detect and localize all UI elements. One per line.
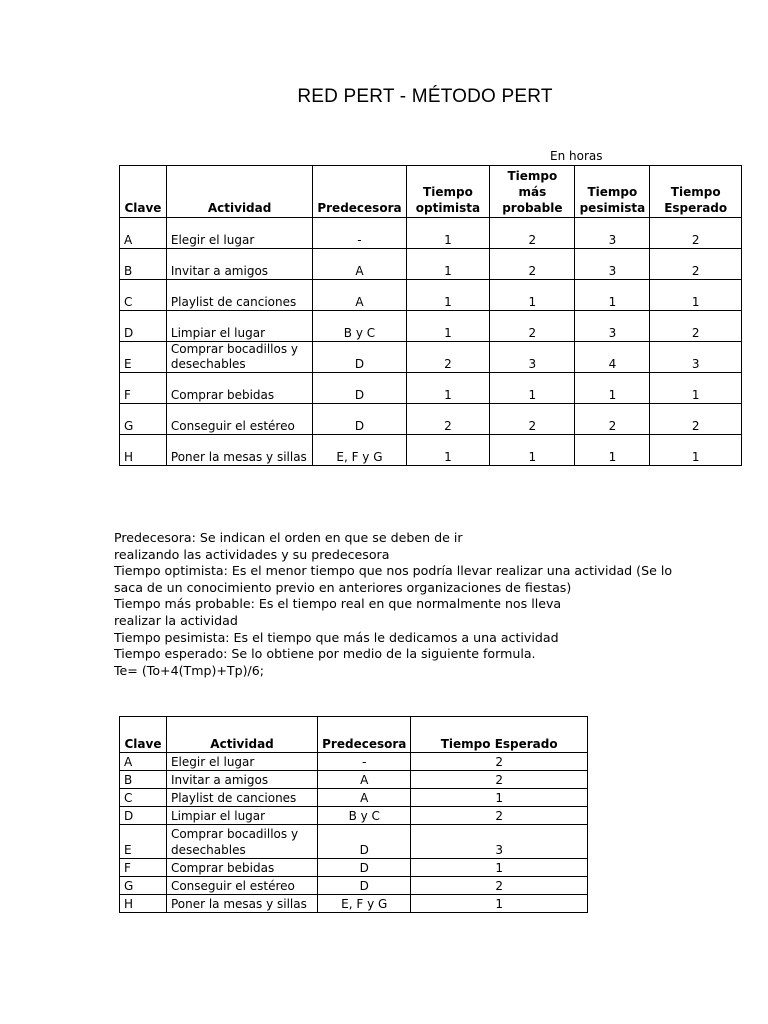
- cell-tiempo-optimista: 1: [406, 435, 490, 466]
- table-row: [120, 218, 742, 249]
- cell-clave: A: [120, 218, 167, 249]
- header-predecesora: Predecesora: [313, 166, 406, 218]
- cell-tiempo-pesimista: 3: [575, 249, 650, 280]
- cell-actividad: Poner la mesas y sillas: [166, 895, 317, 913]
- cell-tiempo-optimista: 1: [406, 373, 490, 404]
- table-row: [120, 280, 742, 311]
- note-tiempo-pesimista: Tiempo pesimista: Es el tiempo que más le dedicamos a una actividad: [114, 629, 559, 645]
- table-row: [120, 404, 742, 435]
- table-row: [120, 342, 742, 373]
- cell-tiempo-esperado: 1: [650, 280, 742, 311]
- table-row: [120, 807, 588, 825]
- cell-predecesora: A: [313, 280, 406, 311]
- cell-actividad: Limpiar el lugar: [166, 311, 312, 342]
- cell-tiempo-esperado: 2: [411, 753, 588, 771]
- cell-clave: H: [120, 895, 167, 913]
- cell-tiempo-probable: 1: [490, 373, 575, 404]
- cell-tiempo-pesimista: 4: [575, 342, 650, 373]
- cell-tiempo-esperado: 2: [650, 249, 742, 280]
- header-clave: Clave: [120, 166, 167, 218]
- cell-tiempo-esperado: 2: [411, 771, 588, 789]
- definitions-notes: [114, 530, 714, 679]
- note-tiempo-esperado: Tiempo esperado: Se lo obtiene por medio de la siguiente formula. Te= (To+4(Tmp)+Tp)/6;: [114, 646, 536, 678]
- cell-predecesora: -: [318, 753, 411, 771]
- table-row: [120, 249, 742, 280]
- header-actividad: Actividad: [166, 717, 317, 753]
- cell-actividad: Playlist de canciones: [166, 280, 312, 311]
- cell-clave: C: [120, 280, 167, 311]
- cell-clave: A: [120, 753, 167, 771]
- cell-actividad: Invitar a amigos: [166, 771, 317, 789]
- table-header-row: [120, 166, 742, 218]
- cell-clave: D: [120, 807, 167, 825]
- cell-tiempo-esperado: 2: [411, 807, 588, 825]
- cell-predecesora: B y C: [313, 311, 406, 342]
- cell-predecesora: D: [313, 373, 406, 404]
- cell-clave: H: [120, 435, 167, 466]
- table-row: [120, 789, 588, 807]
- cell-clave: F: [120, 859, 167, 877]
- cell-tiempo-esperado: 1: [411, 789, 588, 807]
- cell-tiempo-optimista: 1: [406, 218, 490, 249]
- cell-tiempo-esperado: 2: [650, 311, 742, 342]
- table-row: [120, 771, 588, 789]
- cell-tiempo-probable: 3: [490, 342, 575, 373]
- header-tiempo-esperado: Tiempo Esperado: [650, 166, 742, 218]
- cell-tiempo-esperado: 1: [650, 435, 742, 466]
- cell-predecesora: E, F y G: [318, 895, 411, 913]
- table-row: [120, 877, 588, 895]
- table-row: [120, 859, 588, 877]
- cell-tiempo-optimista: 1: [406, 311, 490, 342]
- cell-tiempo-probable: 2: [490, 311, 575, 342]
- cell-tiempo-esperado: 2: [411, 877, 588, 895]
- cell-predecesora: A: [318, 789, 411, 807]
- cell-clave: D: [120, 311, 167, 342]
- pert-table: [119, 165, 742, 466]
- cell-tiempo-esperado: 2: [650, 218, 742, 249]
- cell-tiempo-probable: 1: [490, 280, 575, 311]
- cell-clave: E: [120, 825, 167, 859]
- header-predecesora: Predecesora: [318, 717, 411, 753]
- cell-actividad: Poner la mesas y sillas: [166, 435, 312, 466]
- cell-clave: F: [120, 373, 167, 404]
- cell-actividad: Invitar a amigos: [166, 249, 312, 280]
- cell-tiempo-optimista: 1: [406, 280, 490, 311]
- table-row: [120, 753, 588, 771]
- table-row: [120, 825, 588, 859]
- cell-tiempo-esperado: 1: [411, 895, 588, 913]
- cell-predecesora: D: [313, 342, 406, 373]
- cell-actividad: Comprar bebidas: [166, 373, 312, 404]
- cell-predecesora: D: [318, 825, 411, 859]
- cell-clave: B: [120, 771, 167, 789]
- cell-tiempo-esperado: 1: [650, 373, 742, 404]
- note-tiempo-probable: Tiempo más probable: Es el tiempo real en que normalmente nos lleva realizar la actividad: [114, 596, 562, 628]
- cell-clave: B: [120, 249, 167, 280]
- unit-note: En horas: [550, 149, 603, 163]
- header-tiempo-probable: Tiempo más probable: [490, 166, 575, 218]
- cell-tiempo-pesimista: 2: [575, 404, 650, 435]
- table-header-row: [120, 717, 588, 753]
- cell-tiempo-pesimista: 1: [575, 280, 650, 311]
- cell-predecesora: E, F y G: [313, 435, 406, 466]
- cell-actividad: Elegir el lugar: [166, 753, 317, 771]
- cell-tiempo-probable: 1: [490, 435, 575, 466]
- cell-clave: G: [120, 404, 167, 435]
- cell-tiempo-probable: 2: [490, 404, 575, 435]
- header-tiempo-pesimista: Tiempo pesimista: [575, 166, 650, 218]
- cell-tiempo-optimista: 2: [406, 404, 490, 435]
- cell-tiempo-probable: 2: [490, 218, 575, 249]
- cell-predecesora: -: [313, 218, 406, 249]
- cell-tiempo-esperado: 3: [411, 825, 588, 859]
- cell-tiempo-optimista: 2: [406, 342, 490, 373]
- cell-tiempo-probable: 2: [490, 249, 575, 280]
- cell-tiempo-pesimista: 3: [575, 311, 650, 342]
- header-tiempo-esperado: Tiempo Esperado: [411, 717, 588, 753]
- header-actividad: Actividad: [166, 166, 312, 218]
- header-tiempo-optimista: Tiempo optimista: [406, 166, 490, 218]
- cell-actividad: Comprar bocadillos y desechables: [166, 825, 317, 859]
- summary-table: [119, 716, 588, 913]
- cell-clave: C: [120, 789, 167, 807]
- cell-tiempo-pesimista: 1: [575, 373, 650, 404]
- cell-actividad: Comprar bocadillos y desechables: [166, 342, 312, 373]
- cell-predecesora: A: [313, 249, 406, 280]
- header-clave: Clave: [120, 717, 167, 753]
- table-row: [120, 435, 742, 466]
- cell-tiempo-esperado: 2: [650, 404, 742, 435]
- table-row: [120, 373, 742, 404]
- table-row: [120, 311, 742, 342]
- note-tiempo-optimista: Tiempo optimista: Es el menor tiempo que nos podría llevar realizar una actividad (Se lo saca de un conocimiento previo en anteriores organizaciones de fiestas): [114, 563, 673, 595]
- cell-predecesora: B y C: [318, 807, 411, 825]
- cell-predecesora: D: [318, 877, 411, 895]
- cell-predecesora: D: [313, 404, 406, 435]
- cell-tiempo-esperado: 3: [650, 342, 742, 373]
- table-row: [120, 895, 588, 913]
- cell-clave: G: [120, 877, 167, 895]
- page-title: RED PERT - MÉTODO PERT: [297, 86, 553, 107]
- cell-actividad: Limpiar el lugar: [166, 807, 317, 825]
- cell-actividad: Playlist de canciones: [166, 789, 317, 807]
- note-predecesora: Predecesora: Se indican el orden en que se deben de ir realizando las actividades y su predecesora: [114, 530, 463, 562]
- cell-tiempo-optimista: 1: [406, 249, 490, 280]
- cell-actividad: Conseguir el estéreo: [166, 877, 317, 895]
- cell-predecesora: A: [318, 771, 411, 789]
- cell-tiempo-pesimista: 3: [575, 218, 650, 249]
- cell-actividad: Elegir el lugar: [166, 218, 312, 249]
- cell-predecesora: D: [318, 859, 411, 877]
- cell-tiempo-pesimista: 1: [575, 435, 650, 466]
- cell-clave: E: [120, 342, 167, 373]
- cell-tiempo-esperado: 1: [411, 859, 588, 877]
- cell-actividad: Comprar bebidas: [166, 859, 317, 877]
- cell-actividad: Conseguir el estéreo: [166, 404, 312, 435]
